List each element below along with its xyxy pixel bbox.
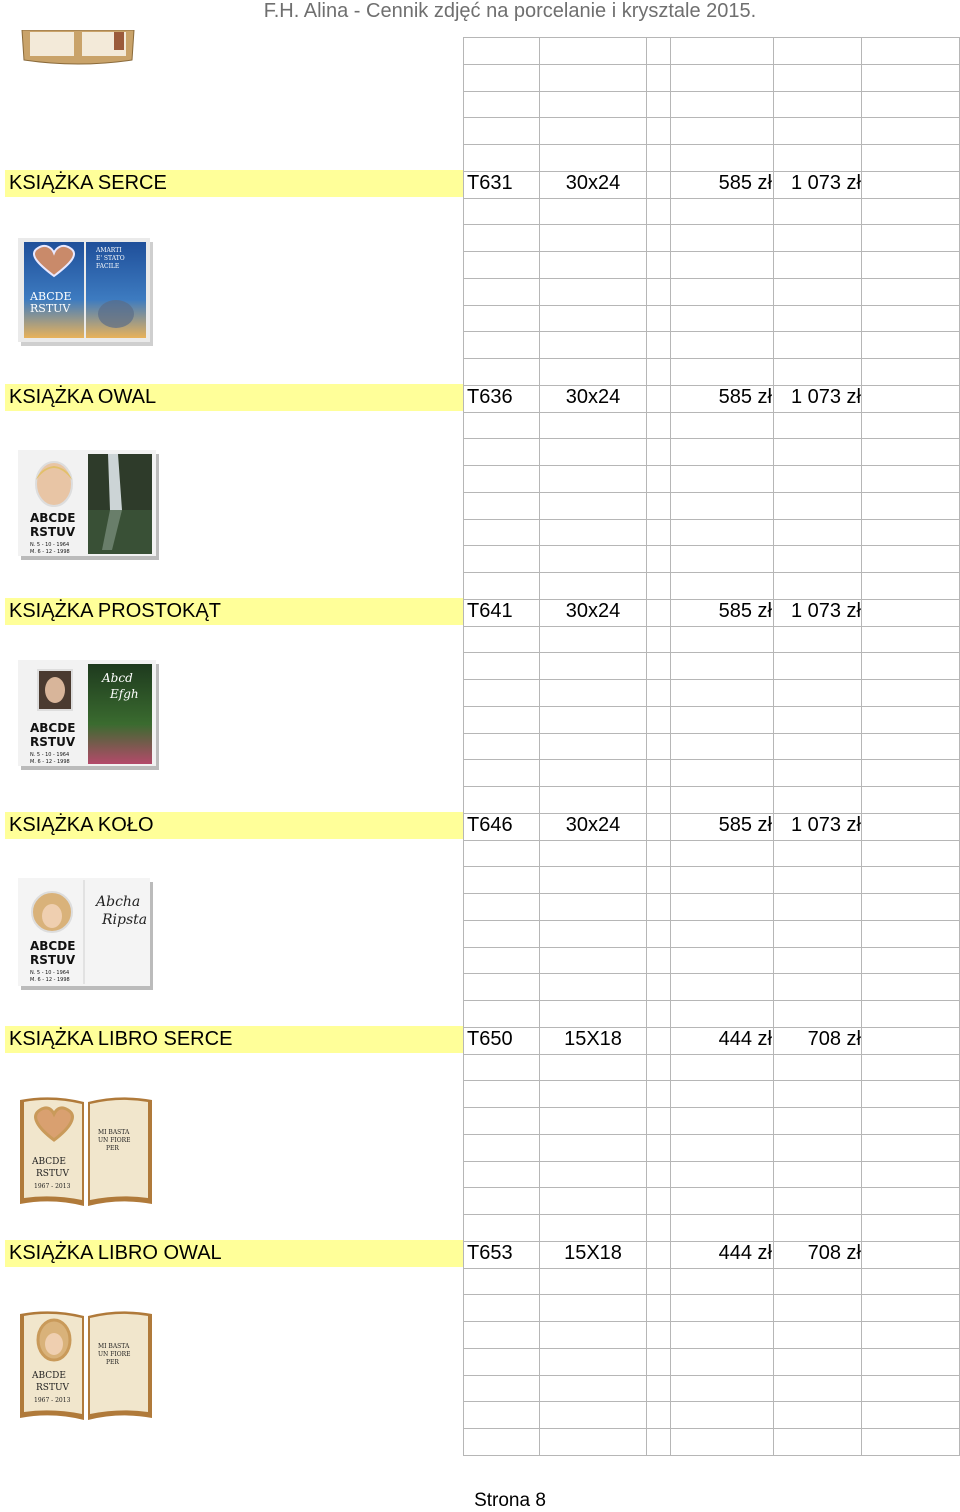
grid-line bbox=[463, 1428, 960, 1429]
grid-line bbox=[463, 545, 960, 546]
svg-text:N. 5 - 10 - 1964: N. 5 - 10 - 1964 bbox=[30, 542, 70, 548]
page-header: F.H. Alina - Cennik zdjęć na porcelanie i krysztale 2015. bbox=[263, 0, 757, 22]
grid-line bbox=[463, 786, 960, 787]
grid-line bbox=[463, 331, 960, 332]
product-row bbox=[0, 1240, 960, 1267]
svg-text:RSTUV: RSTUV bbox=[36, 1383, 70, 1393]
grid-line bbox=[463, 492, 960, 493]
grid-line bbox=[463, 947, 960, 948]
grid-line bbox=[463, 840, 960, 841]
product-image bbox=[18, 450, 160, 560]
grid-line bbox=[463, 706, 960, 707]
price-crystal: 1 073 zł bbox=[790, 600, 861, 622]
svg-text:RSTUV: RSTUV bbox=[30, 525, 76, 539]
product-row bbox=[0, 1026, 960, 1053]
grid-line bbox=[463, 626, 960, 627]
product-code: T650 bbox=[467, 1028, 513, 1050]
grid-line bbox=[463, 920, 960, 921]
price-porcelain: 585 zł bbox=[718, 600, 772, 622]
grid-line bbox=[463, 438, 960, 439]
grid-line bbox=[463, 305, 960, 306]
price-porcelain: 585 zł bbox=[718, 814, 772, 836]
product-row bbox=[0, 170, 960, 197]
grid-line bbox=[463, 973, 960, 974]
product-size: 30x24 bbox=[565, 814, 621, 836]
page-number: Strona 8 bbox=[474, 1490, 546, 1511]
grid-line bbox=[463, 1187, 960, 1188]
svg-text:M. 6 - 12 - 1998: M. 6 - 12 - 1998 bbox=[30, 549, 70, 555]
product-code: T641 bbox=[467, 600, 513, 622]
svg-text:MI BASTA: MI BASTA bbox=[98, 1129, 130, 1136]
product-code: T653 bbox=[467, 1242, 513, 1264]
grid-line bbox=[463, 64, 960, 65]
product-image bbox=[18, 236, 154, 348]
product-name: KSIĄŻKA KOŁO bbox=[9, 814, 154, 836]
svg-text:N. 5 - 10 - 1964: N. 5 - 10 - 1964 bbox=[30, 752, 70, 758]
product-size: 15X18 bbox=[564, 1242, 622, 1264]
svg-text:PER: PER bbox=[106, 1359, 119, 1366]
svg-text:ABCDE: ABCDE bbox=[30, 939, 76, 953]
svg-text:ABCDE: ABCDE bbox=[32, 1157, 66, 1167]
grid-line bbox=[463, 1268, 960, 1269]
svg-text:ABCDE: ABCDE bbox=[30, 721, 76, 735]
grid-line bbox=[463, 117, 960, 118]
price-porcelain: 444 zł bbox=[718, 1028, 772, 1050]
svg-text:E' STATO: E' STATO bbox=[96, 255, 125, 262]
svg-text:RSTUV: RSTUV bbox=[30, 302, 71, 315]
grid-line bbox=[463, 251, 960, 252]
price-porcelain: 585 zł bbox=[718, 172, 772, 194]
svg-text:M. 6 - 12 - 1998: M. 6 - 12 - 1998 bbox=[30, 759, 70, 765]
svg-text:PER: PER bbox=[106, 1145, 119, 1152]
product-code: T646 bbox=[467, 814, 513, 836]
grid-line bbox=[463, 358, 960, 359]
grid-line bbox=[463, 1294, 960, 1295]
price-crystal: 1 073 zł bbox=[790, 172, 861, 194]
price-crystal: 1 073 zł bbox=[790, 386, 861, 408]
svg-text:ABCDE: ABCDE bbox=[30, 511, 76, 525]
grid-line bbox=[463, 1107, 960, 1108]
grid-line bbox=[463, 759, 960, 760]
grid-line bbox=[463, 1401, 960, 1402]
svg-text:MI BASTA: MI BASTA bbox=[98, 1343, 130, 1350]
product-name: KSIĄŻKA LIBRO OWAL bbox=[9, 1242, 222, 1264]
svg-text:Abcd: Abcd bbox=[102, 671, 133, 685]
grid-line bbox=[463, 412, 960, 413]
product-size: 15X18 bbox=[564, 1028, 622, 1050]
grid-line bbox=[463, 866, 960, 867]
svg-text:1967 - 2013: 1967 - 2013 bbox=[34, 1183, 71, 1190]
grid-line bbox=[463, 1134, 960, 1135]
svg-text:ABCDE: ABCDE bbox=[32, 1371, 66, 1381]
product-row bbox=[0, 384, 960, 411]
grid-line bbox=[463, 1455, 960, 1456]
grid-line bbox=[463, 1375, 960, 1376]
svg-text:RSTUV: RSTUV bbox=[30, 735, 76, 749]
product-size: 30x24 bbox=[565, 172, 621, 194]
svg-text:Efgh: Efgh bbox=[110, 687, 139, 701]
product-image bbox=[18, 1094, 154, 1210]
product-name: KSIĄŻKA LIBRO SERCE bbox=[9, 1028, 233, 1050]
grid-line bbox=[463, 893, 960, 894]
grid-line bbox=[463, 733, 960, 734]
grid-line bbox=[463, 1054, 960, 1055]
grid-line bbox=[463, 1348, 960, 1349]
product-name: KSIĄŻKA SERCE bbox=[9, 172, 167, 194]
svg-text:AMARTI: AMARTI bbox=[96, 247, 122, 254]
grid-line bbox=[463, 224, 960, 225]
grid-line bbox=[463, 1321, 960, 1322]
product-image bbox=[18, 878, 154, 990]
grid-line bbox=[463, 198, 960, 199]
price-crystal: 708 zł bbox=[807, 1028, 861, 1050]
price-crystal: 1 073 zł bbox=[790, 814, 861, 836]
svg-text:UN FIORE: UN FIORE bbox=[98, 1137, 131, 1144]
grid-line bbox=[463, 144, 960, 145]
svg-text:RSTUV: RSTUV bbox=[36, 1169, 70, 1179]
grid-line bbox=[463, 1000, 960, 1001]
svg-text:M. 6 - 12 - 1998: M. 6 - 12 - 1998 bbox=[30, 977, 70, 983]
grid-line bbox=[463, 519, 960, 520]
price-porcelain: 585 zł bbox=[718, 386, 772, 408]
svg-text:1967 - 2013: 1967 - 2013 bbox=[34, 1397, 71, 1404]
grid-line bbox=[463, 1214, 960, 1215]
svg-text:N. 5 - 10 - 1964: N. 5 - 10 - 1964 bbox=[30, 970, 70, 976]
grid-line bbox=[463, 465, 960, 466]
product-name: KSIĄŻKA OWAL bbox=[9, 386, 157, 408]
svg-text:ABCDE: ABCDE bbox=[30, 290, 72, 303]
svg-text:RSTUV: RSTUV bbox=[30, 953, 76, 967]
svg-text:UN FIORE: UN FIORE bbox=[98, 1351, 131, 1358]
product-image bbox=[18, 1308, 154, 1424]
grid-line bbox=[463, 679, 960, 680]
grid-line bbox=[463, 91, 960, 92]
product-size: 30x24 bbox=[565, 600, 621, 622]
product-image-cropped bbox=[18, 30, 138, 70]
product-name: KSIĄŻKA PROSTOKĄT bbox=[9, 600, 221, 622]
product-code: T636 bbox=[467, 386, 513, 408]
price-crystal: 708 zł bbox=[807, 1242, 861, 1264]
product-row bbox=[0, 598, 960, 625]
svg-text:Abcha: Abcha bbox=[96, 894, 141, 910]
grid-line bbox=[463, 1080, 960, 1081]
grid-line bbox=[463, 652, 960, 653]
grid-line bbox=[463, 278, 960, 279]
product-code: T631 bbox=[467, 172, 513, 194]
product-row bbox=[0, 812, 960, 839]
svg-text:Ripsta: Ripsta bbox=[102, 912, 148, 928]
product-size: 30x24 bbox=[565, 386, 621, 408]
price-porcelain: 444 zł bbox=[718, 1242, 772, 1264]
grid-line bbox=[463, 572, 960, 573]
grid-line bbox=[463, 37, 960, 38]
product-image bbox=[18, 660, 160, 770]
svg-text:FACILE: FACILE bbox=[96, 263, 120, 270]
grid-line bbox=[463, 1161, 960, 1162]
